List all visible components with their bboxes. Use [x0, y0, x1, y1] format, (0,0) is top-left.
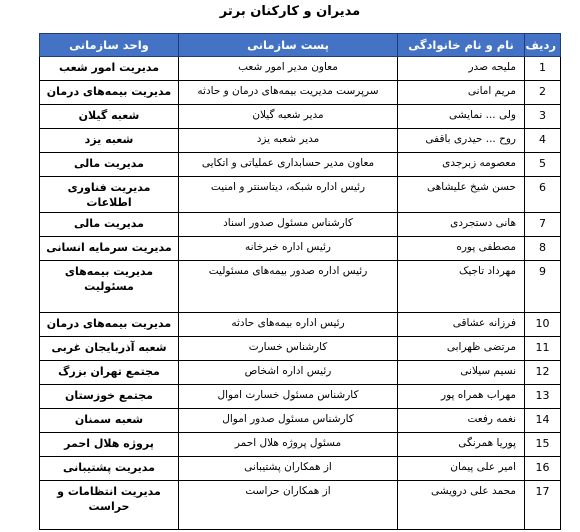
table-header-row — [40, 34, 561, 57]
cell-row-num: 7 — [525, 213, 561, 237]
table-row — [40, 213, 561, 237]
table-row — [40, 57, 561, 81]
table-row — [40, 237, 561, 261]
cell-name: مهرداد تاجیک — [398, 261, 525, 313]
table-row — [40, 409, 561, 433]
table-row — [40, 129, 561, 153]
cell-position: از همکاران پشتیبانی — [179, 457, 398, 481]
cell-name: مرتضی ظهرابی — [398, 337, 525, 361]
cell-position: رئیس اداره شبکه، دیتاسنتر و امنیت — [179, 177, 398, 213]
table-row — [40, 177, 561, 213]
cell-row-num: 12 — [525, 361, 561, 385]
cell-name: ولی ... نمایشی — [398, 105, 525, 129]
table-row — [40, 81, 561, 105]
cell-unit: مجتمع تهران بزرگ — [40, 361, 179, 385]
cell-position: مدیر شعبه گیلان — [179, 105, 398, 129]
cell-name: پوریا همرنگی — [398, 433, 525, 457]
cell-position: معاون مدیر امور شعب — [179, 57, 398, 81]
cell-position: سرپرست مدیریت بیمه‌های درمان و حادثه — [179, 81, 398, 105]
cell-position: کارشناس خسارت — [179, 337, 398, 361]
cell-row-num: 13 — [525, 385, 561, 409]
cell-unit: مدیریت مالی — [40, 153, 179, 177]
header-row-num: ردیف — [525, 34, 561, 57]
cell-name: حسن شیخ علیشاهی — [398, 177, 525, 213]
cell-position: رئیس اداره خبرخانه — [179, 237, 398, 261]
cell-unit: مدیریت بیمه‌های درمان — [40, 313, 179, 337]
cell-row-num: 9 — [525, 261, 561, 313]
cell-unit: مدیریت امور شعب — [40, 57, 179, 81]
table-row — [40, 105, 561, 129]
cell-name: روح ... حیدری باقفی — [398, 129, 525, 153]
cell-row-num: 3 — [525, 105, 561, 129]
cell-row-num: 16 — [525, 457, 561, 481]
cell-row-num: 14 — [525, 409, 561, 433]
header-position: پست سازمانی — [179, 34, 398, 57]
cell-row-num: 10 — [525, 313, 561, 337]
cell-unit: شعبه گیلان — [40, 105, 179, 129]
table-body — [40, 57, 561, 530]
cell-position: کارشناس مسئول صدور اسناد — [179, 213, 398, 237]
cell-name: مهراب همراه پور — [398, 385, 525, 409]
cell-name: مصطفی پوره — [398, 237, 525, 261]
cell-name: امیر علی پیمان — [398, 457, 525, 481]
cell-row-num: 15 — [525, 433, 561, 457]
cell-unit: شعبه یزد — [40, 129, 179, 153]
cell-row-num: 11 — [525, 337, 561, 361]
table-row — [40, 313, 561, 337]
cell-row-num: 2 — [525, 81, 561, 105]
cell-unit: مجتمع خوزستان — [40, 385, 179, 409]
cell-name: نغمه رفعت — [398, 409, 525, 433]
cell-unit: شعبه آذربایجان غربی — [40, 337, 179, 361]
table-row — [40, 481, 561, 530]
cell-row-num: 6 — [525, 177, 561, 213]
page-title: مدیران و کارکنان برتر — [219, 4, 361, 19]
table-row — [40, 385, 561, 409]
cell-name: معصومه زبرجدی — [398, 153, 525, 177]
cell-name: هانی دستجردی — [398, 213, 525, 237]
table-row — [40, 337, 561, 361]
cell-row-num: 4 — [525, 129, 561, 153]
cell-unit: شعبه سمنان — [40, 409, 179, 433]
table-row — [40, 361, 561, 385]
cell-unit: مدیریت بیمه‌های درمان — [40, 81, 179, 105]
cell-row-num: 17 — [525, 481, 561, 530]
table-row — [40, 457, 561, 481]
table-row — [40, 433, 561, 457]
cell-unit: مدیریت مالی — [40, 213, 179, 237]
cell-row-num: 1 — [525, 57, 561, 81]
table-row — [40, 261, 561, 313]
cell-position: کارشناس مسئول صدور اموال — [179, 409, 398, 433]
cell-unit: مدیریت سرمایه انسانی — [40, 237, 179, 261]
cell-position: رئیس اداره صدور بیمه‌های مسئولیت — [179, 261, 398, 313]
cell-position: کارشناس مسئول خسارت اموال — [179, 385, 398, 409]
cell-name: محمد علی درویشی — [398, 481, 525, 530]
cell-position: مسئول پروژه هلال احمر — [179, 433, 398, 457]
cell-row-num: 5 — [525, 153, 561, 177]
cell-name: مریم امانی — [398, 81, 525, 105]
cell-position: معاون مدیر حسابداری عملیاتی و اتکایی — [179, 153, 398, 177]
table-row — [40, 153, 561, 177]
cell-unit: مدیریت پشتیبانی — [40, 457, 179, 481]
cell-unit: مدیریت انتظامات و حراست — [40, 481, 179, 530]
cell-unit: مدیریت بیمه‌های مسئولیت — [40, 261, 179, 313]
header-name: نام و نام خانوادگی — [398, 34, 525, 57]
staff-table — [39, 33, 561, 530]
cell-row-num: 8 — [525, 237, 561, 261]
cell-unit: مدیریت فناوری اطلاعات — [40, 177, 179, 213]
cell-position: از همکاران حراست — [179, 481, 398, 530]
cell-position: رئیس اداره اشخاص — [179, 361, 398, 385]
cell-name: ملیحه صدر — [398, 57, 525, 81]
cell-position: رئیس اداره بیمه‌های حادثه — [179, 313, 398, 337]
cell-name: فرزانه عشاقی — [398, 313, 525, 337]
cell-unit: پروژه هلال احمر — [40, 433, 179, 457]
cell-name: نسیم سیلانی — [398, 361, 525, 385]
cell-position: مدیر شعبه یزد — [179, 129, 398, 153]
header-unit: واحد سازمانی — [40, 34, 179, 57]
